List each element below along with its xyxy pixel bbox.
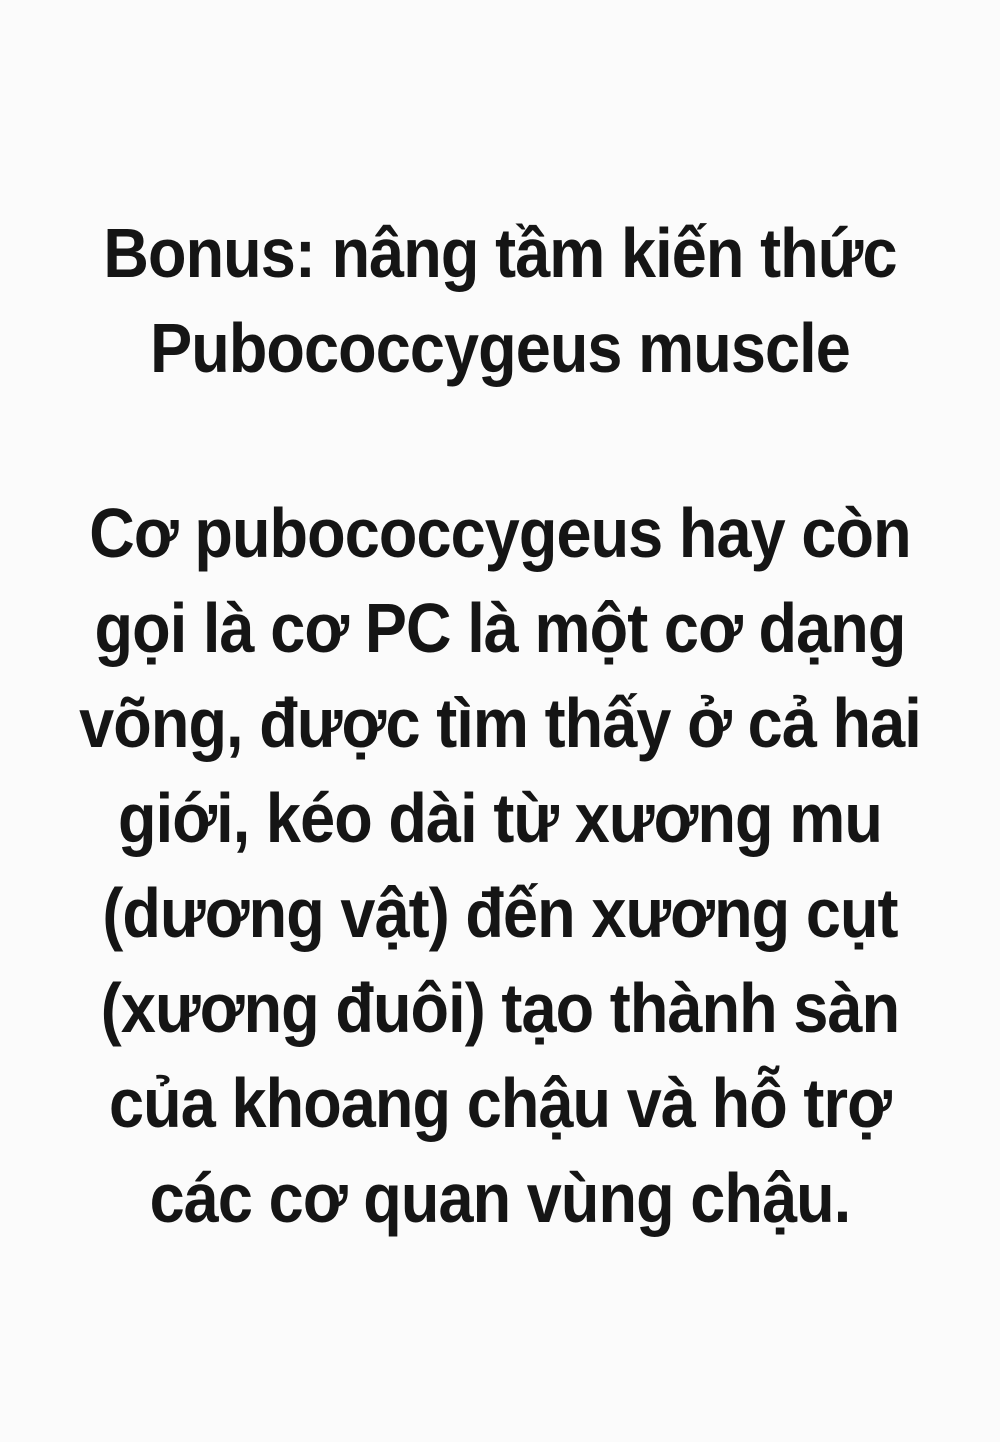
text-block	[50, 206, 950, 1246]
body-line-4: giới, kéo dài từ xương mu	[118, 779, 882, 857]
title-body-gap	[50, 396, 950, 486]
body-line-7: của khoang chậu và hỗ trợ	[109, 1064, 891, 1142]
body-line-5: (dương vật) đến xương cụt	[102, 874, 898, 952]
body-line-3: võng, được tìm thấy ở cả hai	[79, 684, 921, 762]
body-line-6: (xương đuôi) tạo thành sàn	[100, 969, 900, 1047]
body-line-2: gọi là cơ PC là một cơ dạng	[94, 589, 906, 667]
body-line-1: Cơ pubococcygeus hay còn	[89, 494, 911, 572]
body-line-8: các cơ quan vùng chậu.	[149, 1159, 851, 1237]
title-line-1: Bonus: nâng tầm kiến thức	[103, 214, 897, 292]
title-line-2: Pubococcygeus muscle	[150, 309, 850, 387]
